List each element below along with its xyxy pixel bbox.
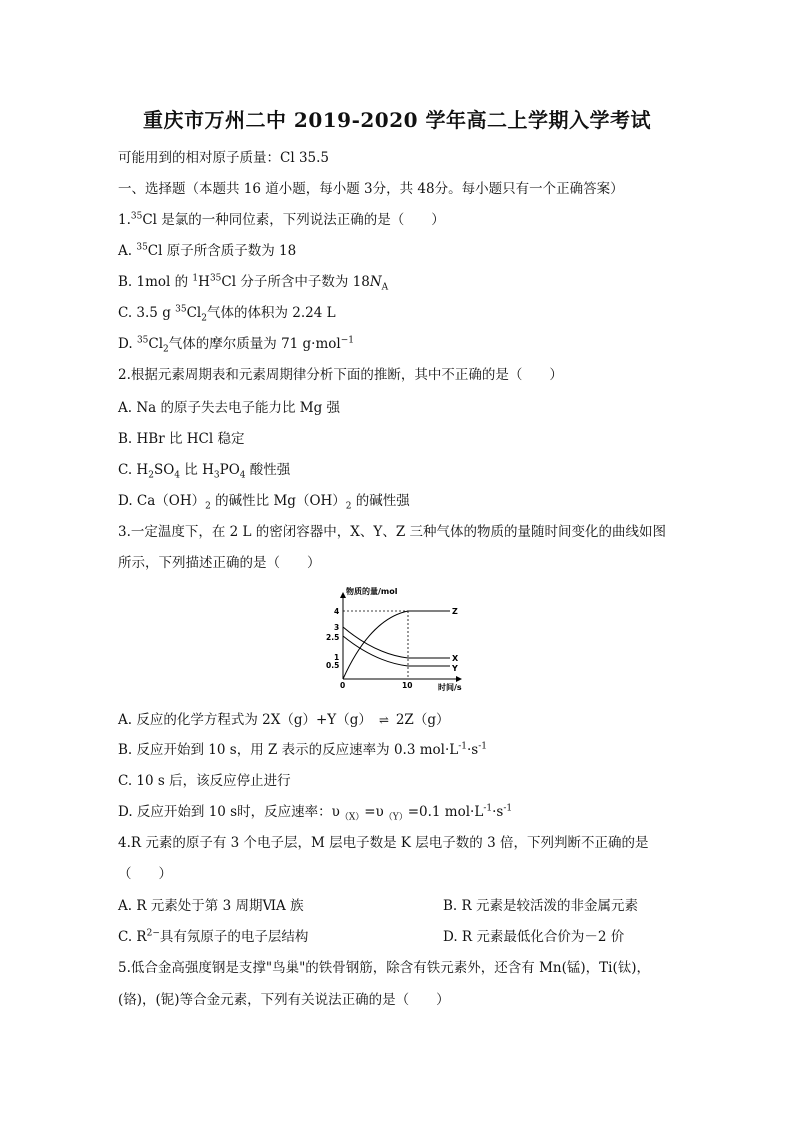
label-x: X: [452, 654, 459, 663]
y-tick-0.5: 0.5: [326, 661, 340, 670]
q2-option-a: A. Na 的原子失去电子能力比 Mg 强: [118, 400, 341, 416]
label-z: Z: [452, 607, 458, 616]
x-tick-0: 0: [340, 681, 346, 690]
q1-stem: 1.35Cl 是氯的一种同位素，下列说法正确的是（ ）: [118, 211, 445, 228]
q4-option-c: C. $R^{2-}$具有氖原子的电子层结构: [118, 928, 309, 945]
q5-stem-line2: (铬)，(铌)等合金元素，下列有关说法正确的是（ ）: [118, 992, 450, 1008]
exam-title: 重庆市万州二中 2019-2020 学年高二上学期入学考试: [142, 108, 652, 132]
q1-option-c: C. 3.5 g $^{35}Cl_2$气体的体积为 2.24 L: [118, 304, 336, 324]
q3-option-c: C. 10 s 后，该反应停止进行: [118, 773, 291, 789]
x-axis-arrow: [456, 676, 462, 682]
y-tick-1: 1: [334, 653, 340, 662]
y-tick-2.5: 2.5: [326, 633, 340, 642]
y-tick-3: 3: [334, 623, 340, 632]
q3-option-d: D. 反应开始到 10 s时，反应速率：$\upsilon_{(X)}=\upsilon_{(Y)}=0.1$ $mol\cdot L^{-1}\cdot s^{-1}$: [118, 803, 513, 823]
q4-option-d: D. R 元素最低化合价为－2 价: [443, 929, 625, 945]
q1-option-d: D. $^{35}Cl_2$气体的摩尔质量为 71 g·mol$^{-1}$: [118, 335, 355, 355]
x-axis-label: 时间/s: [438, 683, 462, 692]
equilibrium-arrow-icon: ⇌: [378, 713, 389, 727]
q2-option-c: C. $H_2SO_4$ 比 $H_3PO_4$ 酸性强: [118, 462, 291, 481]
q5-stem-line1: 5.低合金高强度钢是支撑"鸟巢"的铁骨钢筋，除含有铁元素外，还含有 Mn(锰)，Ti(钛)，: [118, 960, 650, 976]
q2-stem: 2.根据元素周期表和元素周期律分析下面的推断，其中不正确的是（ ）: [118, 367, 563, 383]
q3-stem-line1: 3.一定温度下，在 2 L 的密闭容器中，X、Y、Z 三种气体的物质的量随时间变化的曲线如图: [118, 524, 667, 540]
curve-z: [343, 611, 450, 679]
q4-option-b: B. R 元素是较活泼的非金属元素: [443, 898, 638, 914]
q3-option-a: A. 反应的化学方程式为 2X（g）+Y（g） ⇌ 2Z（g）: [118, 712, 450, 728]
q1-option-a: A. $^{35}$Cl 原子所含质子数为 18: [118, 242, 297, 259]
q2-option-b: B. HBr 比 HCl 稳定: [118, 431, 245, 447]
q3-stem-line2: 所示，下列描述正确的是（ ）: [118, 555, 321, 571]
curve-y: [343, 636, 450, 666]
section-heading: 一、选择题（本题共 16 道小题，每小题 3分，共 48分。每小题只有一个正确答案）: [118, 181, 624, 197]
x-tick-10: 10: [402, 681, 413, 690]
q4-stem-line1: 4.R 元素的原子有 3 个电子层，M 层电子数是 K 层电子数的 3 倍，下列判断不正确的是: [118, 835, 649, 851]
q4-option-a: A. R 元素处于第 3 周期ⅥA 族: [118, 898, 304, 914]
label-y: Y: [452, 664, 458, 673]
q3-graph: [310, 584, 490, 694]
q4-stem-line2: （ ）: [118, 866, 172, 882]
atomic-mass-note: 可能用到的相对原子质量：Cl 35.5: [118, 150, 329, 166]
q2-option-d: D. $Ca(OH)_2$ 的碱性比 $Mg(OH)_2$ 的碱性强: [118, 493, 410, 512]
q3-option-b: B. 反应开始到 10 s，用 Z 表示的反应速率为 0.3 $mol\cdot L^{-1}\cdot s^{-1}$: [118, 741, 488, 758]
curve-x: [343, 627, 450, 658]
q1-option-b: B. 1mol 的 $^1H^{35}Cl$ 分子所含中子数为 $18N_A$: [118, 273, 389, 293]
y-tick-4: 4: [334, 607, 340, 616]
y-axis-label: 物质的量/mol: [346, 587, 398, 596]
